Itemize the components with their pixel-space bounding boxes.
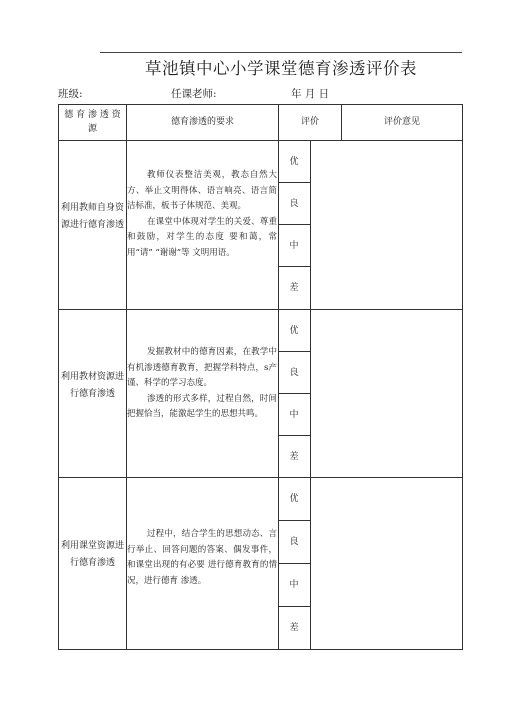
grade-average: 中	[289, 580, 299, 590]
requirement-paragraph: 在课堂中体现对学生的关爱、尊重和鼓励，对学生的态度 要和蔼，常用“请” “谢谢”等 文明用语。	[127, 216, 277, 258]
grade-divider	[278, 182, 310, 183]
grade-divider	[278, 520, 310, 521]
header-requirement: 德育渗透的要求	[170, 117, 234, 127]
title-rule	[100, 52, 462, 53]
grade-good: 良	[289, 199, 299, 209]
grade-poor: 差	[289, 623, 299, 633]
header-comment: 评价意见	[383, 117, 420, 127]
header-divider	[58, 140, 463, 141]
date-label: 年 月 日	[291, 88, 330, 100]
page-title: 草池镇中心小学课堂德育渗透评价表	[145, 59, 417, 78]
table-border-right	[462, 104, 463, 649]
grade-divider	[278, 563, 310, 564]
requirement-paragraph: 渗透的形式多样，过程自然，时间把握恰当，能激起学生的思想共鸣。	[127, 393, 277, 419]
resource-cell: 利用课堂资源进行德育渗透	[60, 541, 124, 568]
grade-good: 良	[289, 537, 299, 547]
requirement-cell	[127, 168, 277, 261]
section-divider	[58, 477, 463, 478]
grade-excellent: 优	[289, 326, 299, 336]
grade-divider	[278, 435, 310, 436]
class-label: 班级:	[58, 88, 83, 100]
header-rating: 评价	[300, 117, 319, 127]
grade-divider	[278, 266, 310, 267]
resource-cell: 利用教师自身资源进行德育渗透	[60, 203, 124, 230]
requirement-paragraph: 发掘教材中的德育因素，在教学中有机渗透德育教育，把握学科特点，s产谨、科学的学习态度。	[127, 347, 277, 388]
teacher-label: 任课老师:	[171, 88, 217, 100]
grade-divider	[278, 393, 310, 394]
requirement-cell	[127, 345, 277, 423]
grade-excellent: 优	[289, 494, 299, 504]
requirement-paragraph: 过程中，结合学生的思想动态、言行举止、回答问题的答案、偶发事件，和课堂出现的有必要 进行德育教育的情况，进行德育 渗透。	[127, 529, 277, 586]
resource-cell: 利用教材资源进行德育渗透	[60, 372, 124, 399]
requirement-paragraph: 教师仪表整洁美观，教态自然大方、举止文明得体、语言响亮、语言简洁标准，板书子体规范、美观。	[127, 170, 277, 211]
grade-poor: 差	[289, 452, 299, 462]
grade-average: 中	[289, 410, 299, 420]
grade-divider	[278, 606, 310, 607]
grade-poor: 差	[289, 283, 299, 293]
grade-divider	[278, 224, 310, 225]
table-border-bottom	[58, 649, 463, 650]
grade-good: 良	[289, 368, 299, 378]
table-border-top	[58, 104, 463, 105]
header-resource: 德 育 渗 透 资 源	[64, 110, 121, 134]
grade-excellent: 优	[289, 157, 299, 167]
column-divider	[310, 140, 311, 649]
grade-average: 中	[289, 241, 299, 251]
requirement-cell	[127, 527, 277, 589]
section-divider	[58, 309, 463, 310]
grade-divider	[278, 351, 310, 352]
